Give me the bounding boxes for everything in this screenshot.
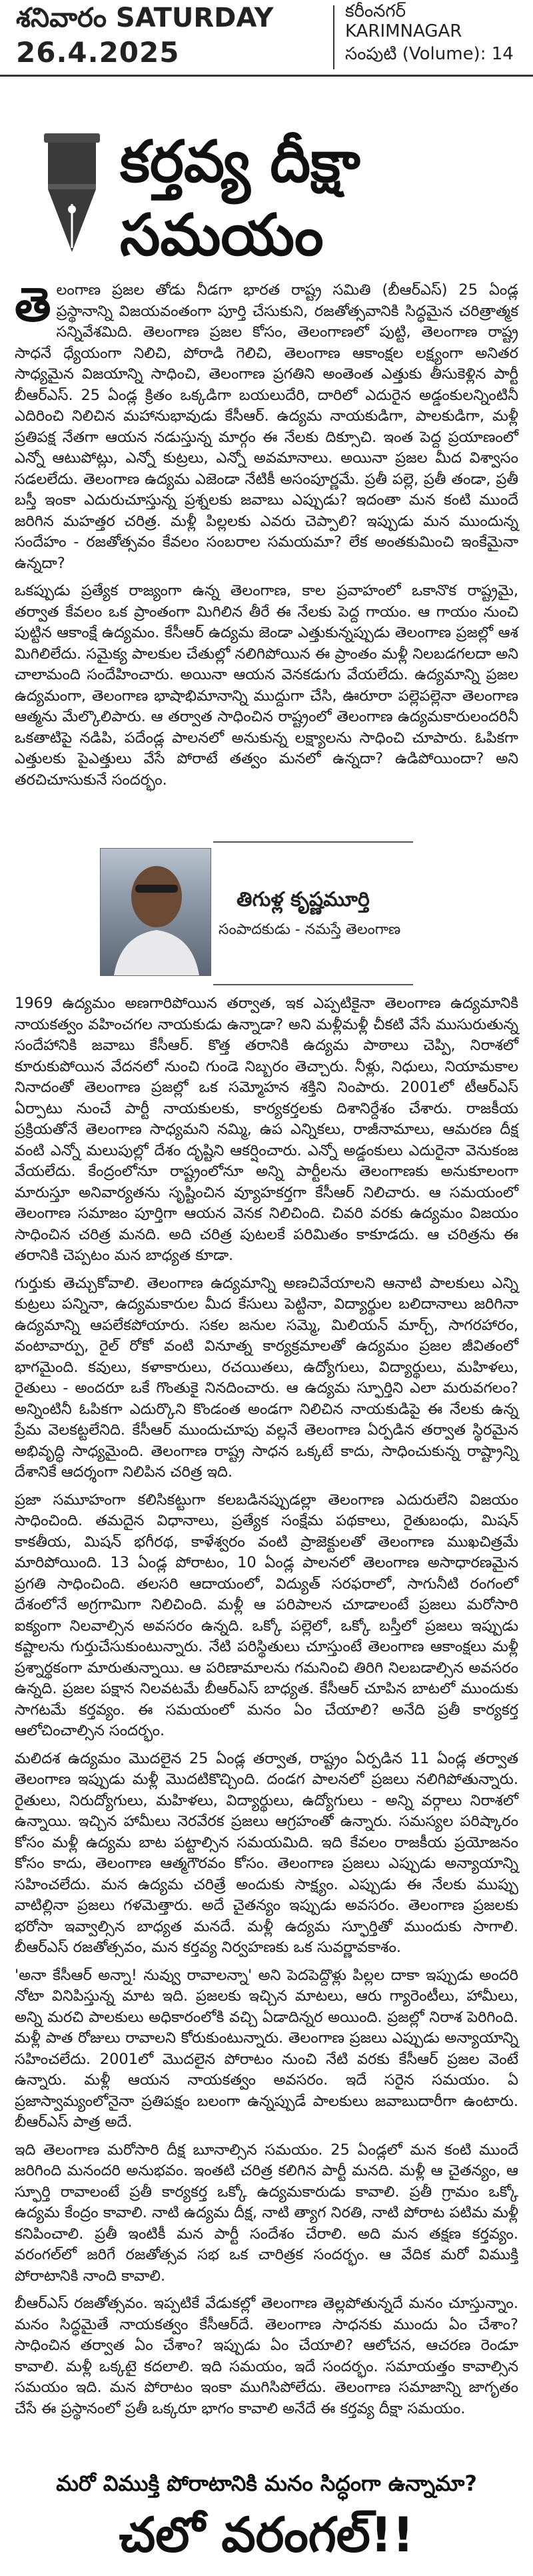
paragraph-text: లంగాణ ప్రజల తోడు నీడగా భారత రాష్ట్ర సమితి (బీఆర్‌ఎస్) 25 ఏండ్ల ప్రస్థానాన్ని విజయవంతంగా పూర్తి చేసుకుని, రజతోత్సవానికి సిద్ధమైన చరిత్రాత్మక సన్నివేశమిది. తెలంగాణ ప్రజల కోసం, తెలంగాణలో పుట్టి, తెలంగాణ రాష్ట్ర సాధనే ధ్యేయంగా నిలిచి, పోరాడి గెలిచి, తెలంగాణ ఆకాంక్షల లక్ష్యంగా అనితర సాధ్యమైన విజయాన్ని సాధించి, తెలంగాణ ప్రగతిని అంతెంత ఎత్తుకు తీసుకెళ్లిన పార్టీ బీఆర్‌ఎస్. 25 ఏండ్ల క్రితం ఒక్కడిగా బయలుదేరి, దారిలో ఎదురైన అడ్డంకులన్నింటినీ ఎదిరించి నిలిచిన మహానుభావుడు కేసీఆర్. ఉద్యమ నాయకుడిగా, పాలకుడిగా, మళ్లీ ప్రతిపక్ష నేతగా ఆయన నడుస్తున్న మార్గం ఈ నేలకు దిక్సూచి. ఇంత పెద్ద ప్రయాణంలో ఎన్నో ఆటుపోట్లు, ఎన్నో కుట్రలు, ఎన్నో అవమానాలు. అయినా ప్రజల మీద విశ్వాసం సడలలేదు. తెలంగాణ ఉద్యమ ఎజెండా నేటికీ అసంపూర్ణమే. ప్రతీ పల్లె, ప్రతీ తండా, ప్రతీ బస్తీ ఇంకా ఎదురుచూస్తున్న ప్రశ్నలకు జవాబు ఎప్పుడు? ఇదంతా మన కంటి ముందే జరిగిన మహత్తర చరిత్ర. మళ్లీ పిల్లలకు ఎవరు చెప్పాలి? ఇప్పుడు మన ముందున్న సందేహం - రజతోత్సవం కేవలం సంబరాల సమయమా? లేక అంతకుమించి ఇంకేమైనా ఉన్నదా? [15,281,518,572]
paragraph-text: గుర్తుకు తెచ్చుకోవాలి. తెలంగాణ ఉద్యమాన్ని అణచివేయాలని ఆనాటి పాలకులు ఎన్ని కుట్రలు పన్నినా, ఉద్యమకారుల మీద కేసులు పెట్టినా, విద్యార్థుల బలిదానాలు జరిగినా ఉద్యమాన్ని ఆపలేకపోయారు. సకల జనుల సమ్మె, మిలియన్ మార్చ్, సాగరహారం, వంటావార్పు, రైల్ రోకో వంటి వినూత్న కార్యక్రమాలతో ఉద్యమం ప్రజల జీవితంలో భాగమైంది. కవులు, కళాకారులు, రచయితలు, ఉద్యోగులు, విద్యార్థులు, మహిళలు, రైతులు - అందరూ ఒకే గొంతుకై నినదించారు. ఆ ఉద్యమ స్ఫూర్తిని ఎలా మరువగలం? అన్నింటినీ ఓపికగా ఎదుర్కొని కొండంత అండగా నిలిచిన నాయకుడిపై ఈ నేలకు ఉన్న ప్రేమ వెలకట్టలేనిది. కేసీఆర్ ముందుచూపు వల్లనే తెలంగాణ ఏర్పడిన తర్వాత స్థిరమైన అభివృద్ధి సాధ్యమైంది. తెలంగాణ రాష్ట్ర సాధన ఒక్కటే కాదు, సాధించుకున్న రాష్ట్రాన్ని దేశానికే ఆదర్శంగా నిలిపిన చరిత్ర ఇది. [15,1274,518,1481]
headline [120,125,360,272]
masthead-city-en: KARIMNAGAR [345,21,462,41]
masthead-city [345,1,462,41]
headline-line2: సమయం [120,202,324,269]
article-paragraph [15,2140,518,2287]
article-paragraph [15,1749,518,1959]
article-paragraph [15,1965,518,2133]
masthead-city-te: కరీంనగర్ [345,1,406,21]
masthead-divider [333,5,334,69]
drop-cap: తె [15,277,51,332]
article-paragraph [15,1273,518,1483]
masthead-date: 26.4.2025 [16,36,180,69]
headline-line1: కర్తవ్య దీక్షా [120,129,360,195]
masthead-rule [0,75,533,77]
author-name: తిగుళ్ల కృష్ణమూర్తి [237,888,370,911]
masthead [0,0,533,80]
paragraph-text: ఒకప్పుడు ప్రత్యేక రాజ్యంగా ఉన్న తెలంగాణ, కాల ప్రవాహంలో ఒకానొక రాష్ట్రమై, తర్వాత కేవలం ఒక ప్రాంతంగా మిగిలిన తీరే ఈ నేలకు పెద్ద గాయం. ఆ గాయం నుంచి పుట్టిన ఆకాంక్షే ఉద్యమం. కేసీఆర్ ఉద్యమ జెండా ఎత్తుకున్నప్పుడు తెలంగాణ ప్రజల్లో ఆశ మిగిలిలేదు. సమైక్య పాలకుల చేతుల్లో నలిగిపోయిన ఈ ప్రాంతం మళ్లీ నిలబడగలదా అని చాలామంది సందేహించారు. అయినా ఆయన వెనకడుగు వేయలేదు. ఉద్యమాన్ని ప్రజల ఉద్యమంగా, తెలంగాణ భాషాభిమానాన్ని ముద్దుగా చేసి, ఊరూరా పల్లెపల్లెనా తెలంగాణ ఆత్మను మేల్కొలిపారు. ఆ తర్వాత సాధించిన రాష్ట్రంలో తెలంగాణ ఉద్యమకారులందరినీ ఒకతాటిపై నడిపి, పదేండ్ల పాలనలో అనుకున్న లక్ష్యాలను సాధించి చూపారు. ఓపికగా ఎత్తులకు పైఎత్తులు వేసే పోరాటే తత్వం మనలో ఉన్నదా? ఉడిపోయిందా? అని తరచిచూసుకునే సందర్భం. [15,582,518,789]
author-role: సంపాదకుడు - నమస్తే తెలంగాణ [219,921,401,938]
article-top [15,277,518,791]
paragraph-text: బీఆర్‌ఎస్ రజతోత్సవం. ఇప్పటికే వేడుకల్లో తెలంగాణ తెల్లపోతున్నదే మనం చూస్తున్నాం. మనం సిద్ధమైతే నాయకత్వం కేసీఆర్‌దే. తెలంగాణ సాధనకు ముందు ఏం చేశాం? సాధించిన తర్వాత ఏం చేశాం? ఇప్పుడు ఏం చేయాలి? ఆలోచన, ఆచరణ రెండూ కావాలి. మళ్లీ ఒక్కటై కదలాలి. ఇది సమయం, ఇదే సందర్భం. సమాయత్తం కావాల్సిన సమయం ఇది. మన పోరాటం ఇంకా ముగిసిపోలేదు. తెలంగాణ సమాజాన్ని జాగృతం చేసే ఈ ప్రస్థానంలో ప్రతీ ఒక్కరూ భాగం కావాలి అనేదే ఈ కర్తవ్య దీక్షా సమయం. [15,2295,518,2417]
masthead-day: శనివారం SATURDAY [16,3,274,33]
article-bottom [15,993,518,2419]
closing-question: మరో విముక్తి పోరాటానికి మనం సిద్ధంగా ఉన్నామా? [56,2471,477,2496]
article-paragraph [15,1490,518,1742]
byline-rule-bottom [213,984,413,985]
paragraph-text: మలిదశ ఉద్యమం మొదలైన 25 ఏండ్ల తర్వాత, రాష్ట్రం ఏర్పడిన 11 ఏండ్ల తర్వాత తెలంగాణ ఇప్పుడు మళ్లీ మొదటికొచ్చింది. దండగ పాలనలో ప్రజలు నలిగిపోతున్నారు. రైతులు, నిరుద్యోగులు, మహిళలు, విద్యార్థులు, ఉద్యోగులు - అన్ని వర్గాలు నిరాశలో ఉన్నాయి. ఇచ్చిన హామీలు నెరవేరక ప్రజలు ఆగ్రహంతో ఉన్నారు. సమస్యల పరిష్కారం కోసం మళ్లీ ఉద్యమ బాట పట్టాల్సిన సమయమిది. ఇది కేవలం రాజకీయ ప్రయోజనం కోసం కాదు, తెలంగాణ ఆత్మగౌరవం కోసం. తెలంగాణ ప్రజలు ఎప్పుడు అన్యాయాన్ని సహించలేదు. మన ఉద్యమ చరిత్రే అందుకు సాక్ష్యం. ఎప్పుడు ఈ నేలకు ముప్పు వాటిల్లినా ప్రజలు గళమెత్తారు. అదే చైతన్యం ఇప్పుడు అవసరం. తెలంగాణ ప్రజలకు భరోసా ఇవ్వాల్సిన బాధ్యత మనదే. మళ్లీ ఉద్యమ స్ఫూర్తితో ముందుకు సాగాలి. బీఆర్‌ఎస్ రజతోత్సవం, మన కర్తవ్య నిర్వహణకు ఒక సువర్ణావకాశం. [15,1749,518,1956]
paragraph-text: 'అనా కేసీఆర్ అన్నా! నువ్వు రావాలన్నా' అని పెదపెద్దొళ్లు పిల్లల దాకా ఇప్పుడు అందరి నోటా వినిపిస్తున్న మాట ఇది. ప్రజలకు ఇచ్చిన మాటలు, ఆరు గ్యారెంటీలు, హామీలు, అన్ని మరచి పాలకులు అధికారంలోకి వచ్చి ఏడాదిన్నర అయింది. ప్రజల్లో నిరాశ పెరిగింది. మళ్లీ పాత రోజులు రావాలని కోరుకుంటున్నారు. తెలంగాణ ప్రజలు ఎప్పుడు అన్యాయాన్ని సహించలేదు. 2001లో మొదలైన పోరాటం నుంచి నేటి వరకు కేసీఆర్ ప్రజల వెంటే ఉన్నారు. మళ్లీ ఆయన నాయకత్వం అవసరం. ఇదే సరైన సమయం. ఏ ప్రజాస్వామ్యంలోనైనా ప్రతిపక్షం బలంగా ఉన్నప్పుడే పాలకులు జవాబుదారీగా ఉంటారు. బీఆర్‌ఎస్ పాత్ర అదే. [15,1966,518,2131]
article-paragraph [15,993,518,1267]
article-paragraph [15,2293,518,2419]
byline [100,841,473,981]
article-paragraph [15,277,518,574]
paragraph-text: ప్రజా సమూహంగా కలిసికట్టుగా కలబడినప్పుడల్లా తెలంగాణ ఎదురులేని విజయం సాధించింది. తమదైన విధానాలు, ప్రత్యేక సంక్షేమ పథకాలు, రైతుబంధు, మిషన్ కాకతీయ, మిషన్ భగీరథ, కాళేశ్వరం వంటి ప్రాజెక్టులతో తెలంగాణ ముఖచిత్రమే మారిపోయింది. 13 ఏండ్ల పోరాటం, 10 ఏండ్ల పాలనలో తెలంగాణ అసాధారణమైన ప్రగతి సాధించింది. తలసరి ఆదాయంలో, విద్యుత్ సరఫరాలో, సాగునీటి రంగంలో దేశంలోనే అగ్రగామిగా నిలిచింది. మళ్లీ ఆ పరిపాలన చూడాలంటే ప్రజలు మరోసారి ఐక్యంగా నిలవాల్సిన అవసరం ఉన్నది. ఒక్కో పల్లెలో, ఒక్కో బస్తీలో ప్రజలు ఇప్పుడు కష్టాలను గుర్తుచేసుకుంటున్నారు. నేటి పరిస్థితులు చూస్తుంటే తెలంగాణ ఆకాంక్షలు మళ్లీ ప్రశ్నార్థకంగా మారుతున్నాయి. ఆ పరిణామాలను గమనించి తిరిగి నిలబడాల్సిన అవసరం ఉన్నది. ప్రజల పక్షాన నిలవటమే బీఆర్‌ఎస్ బాధ్యత. కేసీఆర్ చూపిన బాటలో ముందుకు సాగటమే కర్తవ్యం. ఈ సమయంలో మనం ఏం చేయాలి? అనేది ప్రతీ కార్యకర్త ఆలోచించాల్సిన సందర్భం. [15,1491,518,1739]
paragraph-text: ఇది తెలంగాణ మరోసారి దీక్ష బూనాల్సిన సమయం. 25 ఏండ్లలో మన కంటి ముందే జరిగింది మనందరి అనుభవం. ఇంతటి చరిత్ర కలిగిన పార్టీ మనది. మళ్లీ ఆ చైతన్యం, ఆ స్ఫూర్తి రావాలంటే ప్రతీ కార్యకర్త ఒక్కో ఉద్యమకారుడు కావాలి. ప్రతీ గ్రామం ఒక్కో ఉద్యమ కేంద్రం కావాలి. నాటి ఉద్యమ దీక్ష, నాటి త్యాగ నిరతి, నాటి పోరాట పటిమ మళ్లీ కనిపించాలి. ప్రతీ ఇంటికీ మన పార్టీ సందేశం చేరాలి. అది మన తక్షణ కర్తవ్యం. వరంగల్‌లో జరిగే రజతోత్సవ సభ ఒక చారిత్రక సందర్భం. ఆ వేదిక మరో విముక్తి పోరాటానికి నాంది కావాలి. [15,2141,518,2285]
author-photo [100,848,211,976]
fountain-pen-icon [39,131,105,257]
paragraph-text: 1969 ఉద్యమం అణగారిపోయిన తర్వాత, ఇక ఎప్పటికైనా తెలంగాణ ఉద్యమానికి నాయకత్వం వహించగల నాయకుడు ఉన్నాడా? అని మళ్లీమళ్లీ చీకటి వేసే ముసురుతున్న సందేహానికి జవాబు కేసీఆర్. కొత్త తరానికి ఉద్యమ పాఠాలు చెప్పి, నిరాశలో కూరుకుపోయిన వేదనలో నుంచి గుండె నిబ్బరం తెచ్చారు. నీళ్లు, నిధులు, నియామకాల నినాదంతో తెలంగాణ ప్రజల్లో ఒక సమ్మోహన శక్తిని నింపారు. 2001లో టీఆర్‌ఎస్ ఏర్పాటు నుంచే పార్టీ నాయకులకు, కార్యకర్తలకు దిశానిర్దేశం చేశారు. రాజకీయ ప్రక్రియతోనే తెలంగాణ సాధ్యమని నమ్మి, ఉప ఎన్నికలు, రాజీనామాలు, ఆమరణ దీక్ష వంటి ఎన్నో మలుపుల్లో దేశం దృష్టిని ఆకర్షించారు. ఎన్నో అడ్డంకులు ఎదురైనా వెనుకంజ వేయలేదు. కేంద్రంలోనూ రాష్ట్రంలోనూ అన్ని పార్టీలను తెలంగాణకు అనుకూలంగా మారుస్తూ అనివార్యతను సృష్టించిన వ్యూహకర్తగా కేసీఆర్ నిలిచారు. ఆ సమయంలో తెలంగాణ సమాజం పూర్తిగా ఆయన వెనక నిలిచింది. చివరి వరకు ఉద్యమం విజయం సాధించిన చరిత్ర మనది. అది చరిత్ర పుటలకే పరిమితం కాకూడదు. ఆ చరిత్రను ఈ తరానికి చెప్పటం మన బాధ్యత కూడా. [15,995,518,1264]
closing-call: చలో వరంగల్!! [119,2507,414,2563]
masthead-volume: సంపుటి (Volume): 14 [345,44,514,64]
article-paragraph [15,581,518,791]
